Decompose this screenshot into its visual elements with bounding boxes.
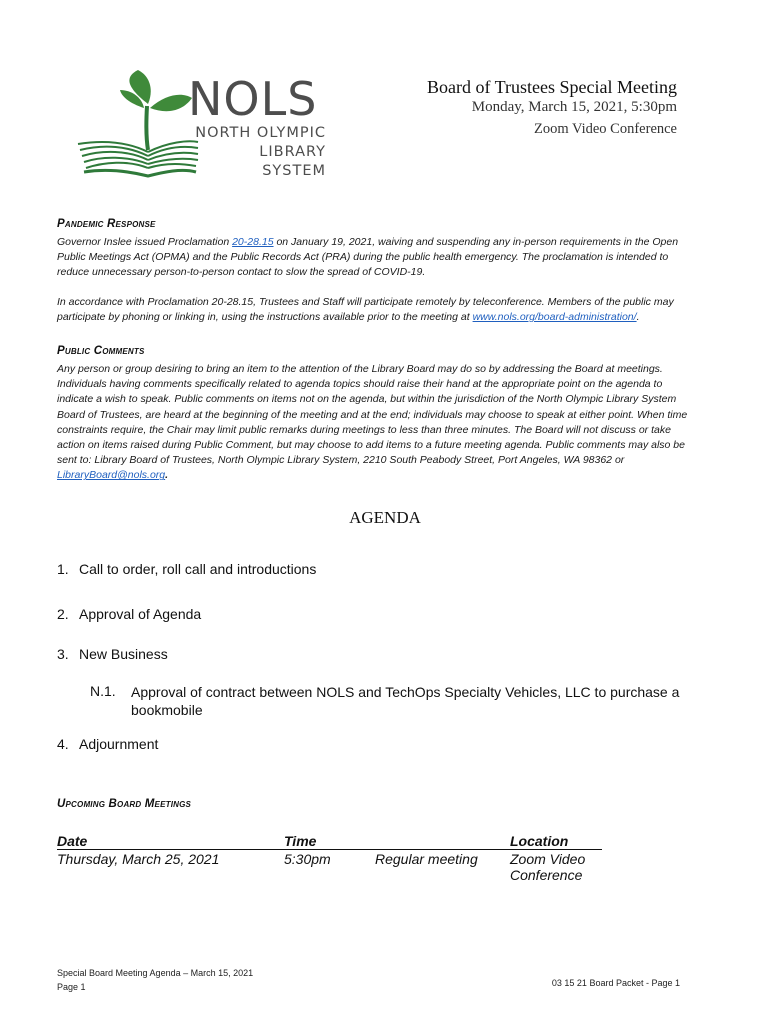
pandemic-p1-text-a: Governor Inslee issued Proclamation bbox=[57, 236, 233, 248]
logo-line-3: SYSTEM bbox=[262, 163, 326, 179]
col-header-time: Time bbox=[284, 833, 317, 849]
footer-document-title: Special Board Meeting Agenda – March 15, 2021 bbox=[57, 968, 254, 978]
public-comments-heading: Public Comments bbox=[57, 345, 145, 357]
meeting-title: Board of Trustees Special Meeting bbox=[427, 77, 677, 97]
agenda-item-number: 2. bbox=[57, 606, 69, 622]
pandemic-p2-text-b: . bbox=[636, 311, 640, 324]
pandemic-paragraph-1 bbox=[57, 235, 697, 281]
row-time: 5:30pm bbox=[284, 851, 331, 867]
agenda-subitem-text: Approval of contract between NOLS and TechOps Specialty Vehicles, LLC to purchase a bookmobile bbox=[131, 684, 680, 718]
col-header-date: Date bbox=[57, 833, 88, 849]
agenda-item-text: Call to order, roll call and introductions bbox=[79, 561, 317, 577]
logo-line-2: LIBRARY bbox=[259, 144, 326, 160]
logo-line-1: NORTH OLYMPIC bbox=[195, 125, 326, 141]
row-type: Regular meeting bbox=[375, 851, 478, 867]
public-comments-paragraph bbox=[57, 362, 697, 484]
agenda-item-3 bbox=[57, 646, 168, 662]
agenda-item-text: New Business bbox=[79, 646, 168, 662]
footer-packet-page: 03 15 21 Board Packet - Page 1 bbox=[551, 978, 680, 988]
meeting-date: Monday, March 15, 2021, 5:30pm bbox=[471, 99, 677, 115]
footer-left bbox=[57, 966, 253, 994]
row-date: Thursday, March 25, 2021 bbox=[57, 851, 220, 867]
agenda-item-number: 4. bbox=[57, 736, 69, 752]
pandemic-heading: Pandemic Response bbox=[57, 218, 156, 230]
agenda-item-4 bbox=[57, 736, 158, 752]
agenda-item-text: Approval of Agenda bbox=[79, 606, 202, 622]
public-comments-text: Any person or group desiring to bring an item to the attention of the Library Board may do so by addressing the Board at meetings. Individuals having comments specifically related to agenda topics should raise their hand at the appropriate point on the agenda to indicate a wish to speak. Public comments on items not on the agenda, but within the jurisdiction of the North Olympic Library System Board of Trustees, are heard at the beginning of the meeting and at the end; individuals may choose to speak at either point. When time constraints require, the Chair may limit public remarks during meetings to less than three minutes. The Board will not discuss or take action on items raised during Public Comment, but may choose to add items to a future meeting agenda. Public comments may also be sent to: Library Board of Trustees, North Olympic Library System, 2210 South Peabody Street, Port Angeles, WA 98362 or bbox=[57, 363, 688, 467]
agenda-subitem-number: N.1. bbox=[90, 683, 116, 699]
pandemic-p1-text-b: on January 19, 2021, waiving and suspending any in-person requirements in the Open Public Meetings Act (OPMA) and the Public Records Act (PRA) during the public health emergency. The proclamation is intended to reduce unnecessary person-to-person contact to slow the spread of COVID-19. bbox=[57, 236, 679, 279]
col-header-location: Location bbox=[510, 833, 569, 849]
library-board-email-link[interactable]: LibraryBoard@nols.org bbox=[57, 469, 166, 482]
agenda-subitem-n1 bbox=[90, 683, 690, 719]
board-administration-link[interactable]: www.nols.org/board-administration/ bbox=[472, 311, 637, 324]
row-location: Zoom Video Conference bbox=[510, 851, 586, 883]
proclamation-link[interactable]: 20-28.15 bbox=[232, 236, 274, 248]
meeting-venue: Zoom Video Conference bbox=[533, 121, 677, 137]
public-comments-period: . bbox=[165, 469, 169, 482]
agenda-title: AGENDA bbox=[349, 508, 421, 527]
header-underline bbox=[57, 849, 602, 850]
nols-logo bbox=[70, 68, 340, 188]
pandemic-p2-text-a: In accordance with Proclamation 20-28.15, Trustees and Staff will participate remotely by teleconference. Members of the public may participate by phoning or linking in, using the instructions available prior to the meeting at bbox=[57, 296, 674, 324]
agenda-item-1 bbox=[57, 561, 316, 577]
pandemic-paragraph-2 bbox=[57, 295, 702, 325]
footer-page-number: Page 1 bbox=[57, 982, 86, 992]
agenda-item-2 bbox=[57, 606, 201, 622]
agenda-item-text: Adjournment bbox=[79, 736, 159, 752]
agenda-item-number: 3. bbox=[57, 646, 69, 662]
book-sprout-icon bbox=[70, 68, 200, 188]
logo-title: NOLS bbox=[188, 72, 318, 126]
agenda-item-number: 1. bbox=[57, 561, 69, 577]
upcoming-meetings-heading: Upcoming Board Meetings bbox=[57, 798, 192, 810]
upcoming-meetings-table bbox=[57, 833, 617, 883]
